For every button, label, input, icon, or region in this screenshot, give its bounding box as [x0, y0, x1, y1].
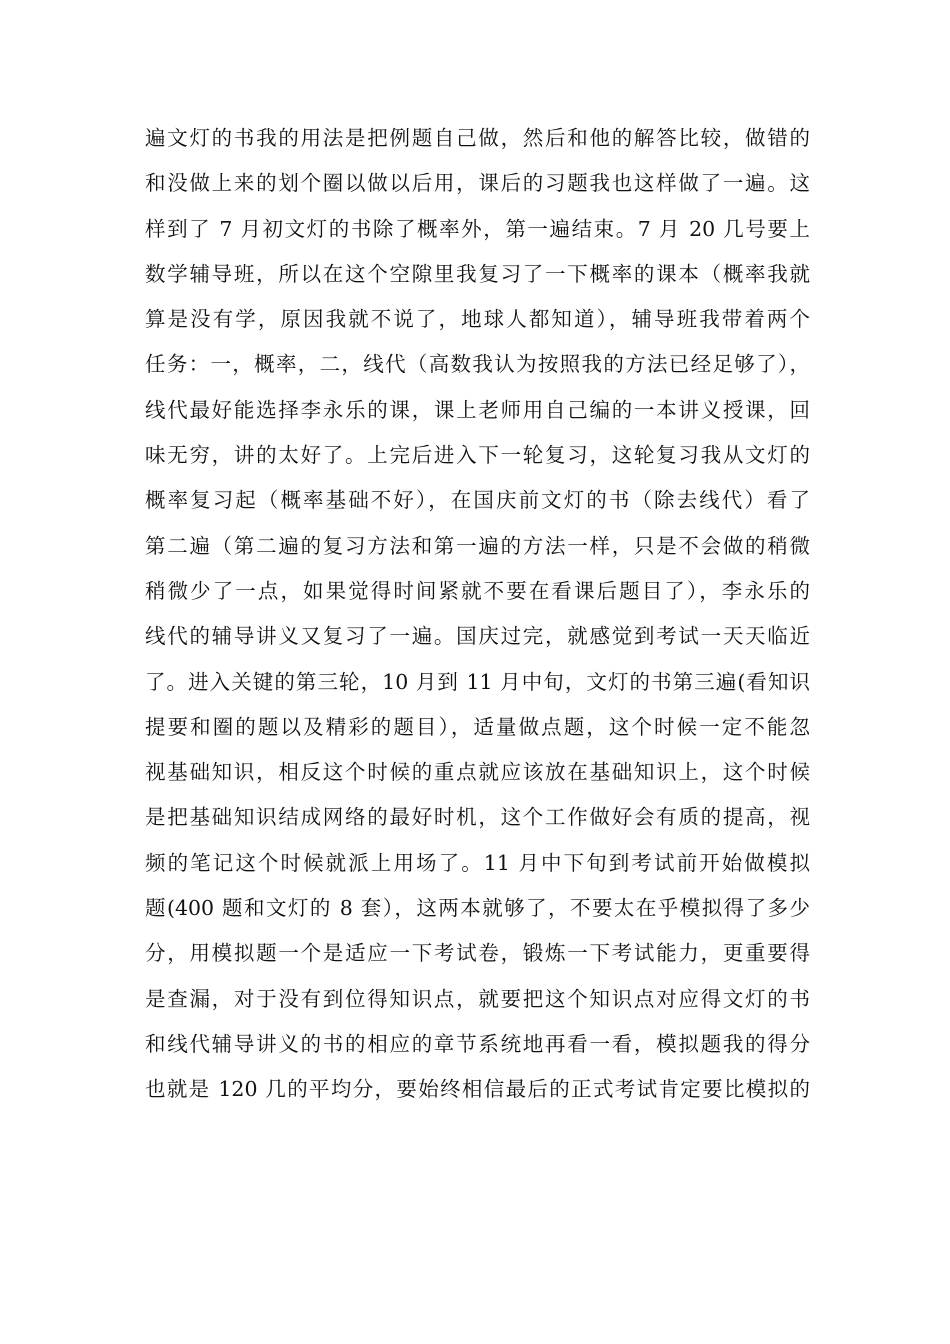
text-line: 样到了 7 月初文灯的书除了概率外，第一遍结束。7 月 20 几号要上 — [145, 216, 810, 241]
text-line: 也就是 120 几的平均分，要始终相信最后的正式考试肯定要比模拟的 — [145, 1077, 810, 1102]
text-line: 题(400 题和文灯的 8 套），这两本就够了，不要太在乎模拟得了多少 — [145, 896, 810, 921]
text-line: 遍文灯的书我的用法是把例题自己做，然后和他的解答比较，做错的 — [145, 126, 810, 150]
text-line: 线代的辅导讲义又复习了一遍。国庆过完，就感觉到考试一天天临近 — [145, 624, 810, 649]
text-line: 了。进入关键的第三轮，10 月到 11 月中旬，文灯的书第三遍(看知识 — [145, 669, 810, 694]
text-line: 是查漏，对于没有到位得知识点，就要把这个知识点对应得文灯的书 — [145, 986, 810, 1011]
text-line: 提要和圈的题以及精彩的题目），适量做点题，这个时候一定不能忽 — [145, 714, 810, 739]
text-line: 数学辅导班，所以在这个空隙里我复习了一下概率的课本（概率我就 — [145, 261, 810, 286]
text-line: 分，用模拟题一个是适应一下考试卷，锻炼一下考试能力，更重要得 — [145, 941, 810, 966]
text-line: 和没做上来的划个圈以做以后用，课后的习题我也这样做了一遍。这 — [145, 171, 810, 196]
text-line: 视基础知识，相反这个时候的重点就应该放在基础知识上，这个时候 — [145, 760, 810, 785]
text-line: 算是没有学，原因我就不说了，地球人都知道），辅导班我带着两个 — [145, 307, 810, 332]
text-line: 频的笔记这个时候就派上用场了。11 月中下旬到考试前开始做模拟 — [145, 850, 810, 875]
text-line: 味无穷，讲的太好了。上完后进入下一轮复习，这轮复习我从文灯的 — [145, 443, 810, 468]
text-line: 是把基础知识结成网络的最好时机，这个工作做好会有质的提高，视 — [145, 805, 810, 830]
body-text — [145, 116, 810, 1113]
text-line: 任务：一，概率，二，线代（高数我认为按照我的方法已经足够了）， — [145, 352, 810, 377]
text-line: 第二遍（第二遍的复习方法和第一遍的方法一样，只是不会做的稍微 — [145, 533, 810, 558]
text-line: 概率复习起（概率基础不好），在国庆前文灯的书（除去线代）看了 — [145, 488, 810, 513]
text-line: 线代最好能选择李永乐的课，课上老师用自己编的一本讲义授课，回 — [145, 397, 810, 422]
text-line: 稍微少了一点，如果觉得时间紧就不要在看课后题目了），李永乐的 — [145, 578, 810, 603]
text-line: 和线代辅导讲义的书的相应的章节系统地再看一看，模拟题我的得分 — [145, 1031, 810, 1056]
